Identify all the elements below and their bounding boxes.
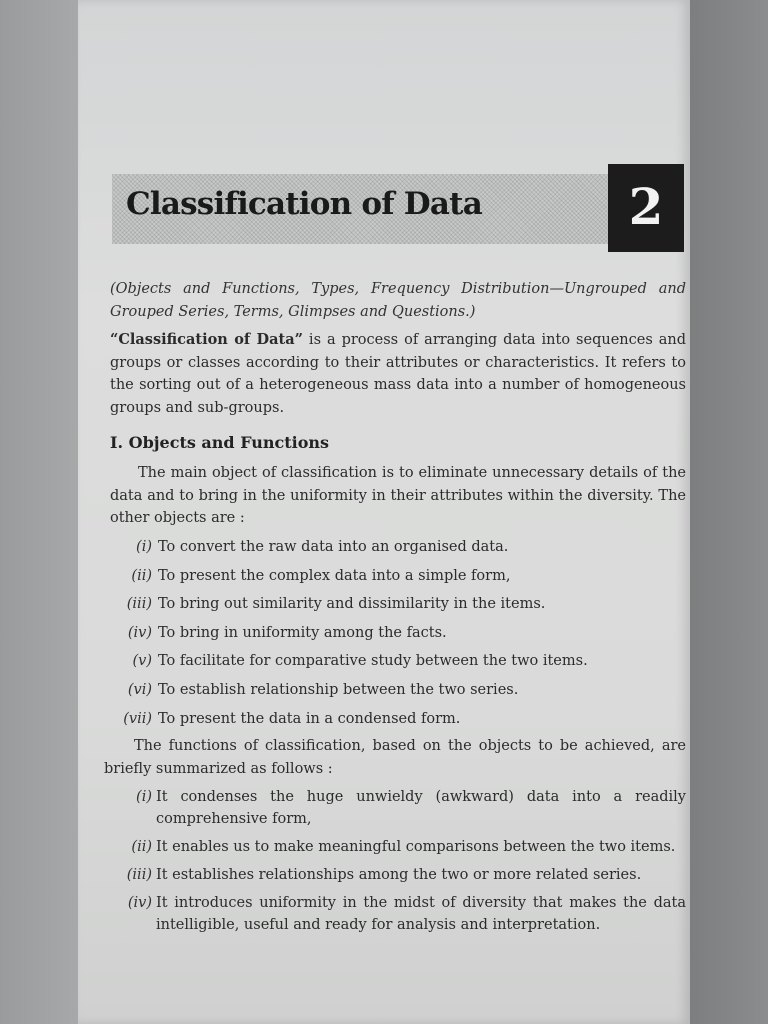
background-right <box>690 0 768 1024</box>
list-item <box>110 650 686 679</box>
item-number: (vi) <box>127 681 152 698</box>
list-item <box>110 892 686 936</box>
item-number: (i) <box>136 789 152 805</box>
item-text: It condenses the huge unwieldy (awkward) data into a readily comprehensive form, <box>156 789 686 827</box>
intro-rest: is a process of arranging data into sequences and groups or classes according to their attributes or characteristics. It refers to the sorting out of a heterogeneous mass data into a number of homogeneous groups and sub-groups. <box>110 332 687 416</box>
intro-paragraph <box>110 329 686 419</box>
list-item <box>110 836 686 858</box>
objects-list <box>110 536 686 736</box>
objects-intro: The main object of classification is to eliminate unnecessary details of the data and to bring in the uniformity in their attributes within the diversity. The other objects are : <box>110 465 686 526</box>
item-number: (v) <box>132 653 152 670</box>
chapter-title: Classification of Data <box>126 186 482 222</box>
list-item <box>110 786 686 830</box>
item-text: It establishes relationships among the two or more related series. <box>156 867 642 883</box>
list-item <box>110 679 686 708</box>
item-text: To present the complex data into a simple form, <box>158 567 511 584</box>
item-number: (iv) <box>127 624 152 641</box>
functions-intro: The functions of classification, based on the objects to be achieved, are briefly summarized as follows : <box>104 738 686 777</box>
chapter-number: 2 <box>628 177 664 236</box>
chapter-subtitle: (Objects and Functions, Types, Frequency Distribution—Ungrouped and Grouped Series, Terms, Glimpses and Questions.) <box>110 281 686 320</box>
item-text: It introduces uniformity in the midst of diversity that makes the data intelligible, useful and ready for analysis and interpretation. <box>156 895 686 933</box>
item-number: (vii) <box>123 710 152 727</box>
intro-lead: “Classification of Data” <box>110 331 303 348</box>
item-number: (i) <box>136 539 152 555</box>
item-text: To convert the raw data into an organised data. <box>158 539 509 555</box>
list-item <box>110 708 686 737</box>
list-item <box>110 622 686 651</box>
item-number: (ii) <box>131 839 152 855</box>
background-left <box>0 0 78 1024</box>
item-number: (iii) <box>126 596 152 613</box>
item-text: To bring out similarity and dissimilarity in the items. <box>158 596 546 613</box>
functions-list <box>110 786 686 942</box>
item-text: It enables us to make meaningful comparisons between the two items. <box>156 839 676 855</box>
item-number: (iii) <box>126 867 152 883</box>
item-number: (iv) <box>127 895 152 911</box>
item-text: To bring in uniformity among the facts. <box>158 624 447 641</box>
section-heading: I. Objects and Functions <box>110 433 330 452</box>
list-item <box>110 565 686 594</box>
item-text: To present the data in a condensed form. <box>158 710 461 727</box>
list-item <box>110 536 686 565</box>
item-text: To establish relationship between the two series. <box>158 681 519 698</box>
item-number: (ii) <box>131 567 152 584</box>
list-item <box>110 864 686 886</box>
list-item <box>110 593 686 622</box>
item-text: To facilitate for comparative study between the two items. <box>158 653 588 670</box>
